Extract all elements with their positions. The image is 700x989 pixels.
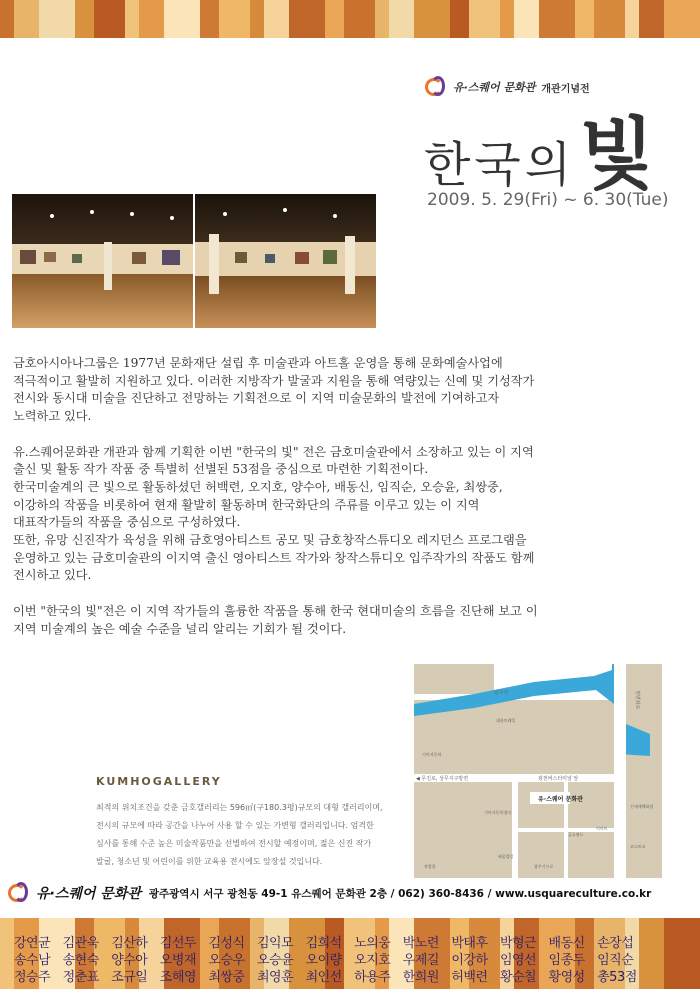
map-place-6: 배움발길 <box>498 854 514 859</box>
artist-name: 최영훈 <box>256 970 294 985</box>
artist-name: 임종두 <box>548 953 585 968</box>
page-title <box>424 92 654 204</box>
artist-name: 김희석 <box>305 936 342 951</box>
stripe <box>389 0 414 38</box>
artist-name: 한희원 <box>402 970 439 985</box>
artist-name: 오승윤 <box>256 953 294 968</box>
artist-name: 송현숙 <box>62 953 99 968</box>
artist-name: 정승주 <box>14 970 51 985</box>
gallery-photo-2 <box>195 194 376 328</box>
artist-name: 박노련 <box>402 936 439 951</box>
artist-name: 박형근 <box>499 936 537 951</box>
artist-name: 김익모 <box>256 936 294 951</box>
artist-name: 임직순 <box>597 953 634 968</box>
top-color-stripes <box>0 0 700 38</box>
stripe <box>14 0 39 38</box>
stripe <box>639 0 664 38</box>
date-range: 2009. 5. 29(Fri) ~ 6. 30(Tue) <box>427 190 669 210</box>
title-small: 한국의 <box>424 137 576 193</box>
artist-name: 이강하 <box>451 953 488 968</box>
stripe <box>575 0 594 38</box>
title-big: 빛 <box>579 109 655 200</box>
artist-name: 오승우 <box>208 953 245 968</box>
stripe <box>500 0 514 38</box>
artist-name: 조규일 <box>111 970 148 985</box>
artist-name: 임영선 <box>499 953 537 968</box>
gallery-description: 최적의 위치조건을 갖춘 금호갤러리는 596㎡(구180.3평)규모의 대형 갤러리이며, 전시의 규모에 따라 공간을 나누어 사용 할 수 있는 가변형 갤러리입니다. 엄격한 심사를 통해 수준 높은 미술작품만을 선별하여 전시할 예정이며, 젊은 신진 작가 발굴, 청소년 및 어린이를 위한 교육용 전시에도 앞장설 것입니다. <box>96 803 383 866</box>
stripe <box>625 0 639 38</box>
artist-name: 허백련 <box>451 970 488 985</box>
stripe <box>75 0 94 38</box>
body-text <box>13 355 689 656</box>
stripe <box>200 0 219 38</box>
body-paragraph-3: 이번 "한국의 빛"전은 이 지역 작가들의 훌륭한 작품을 통해 한국 현대미술의 흐름을 진단해 보고 이 지역 미술계의 높은 예술 수준을 널리 알리는 기회가 될 것이다. <box>13 603 538 636</box>
artist-name: 황영성 <box>548 970 585 985</box>
stripe <box>264 0 289 38</box>
artist-name: 김성식 <box>208 936 245 951</box>
stripe <box>219 0 250 38</box>
artist-name: 조해영 <box>159 970 196 985</box>
stripe <box>0 0 14 38</box>
artist-name: 오이량 <box>305 953 342 968</box>
map-place-7: 광주기프로 <box>534 864 554 869</box>
artist-name: 오지호 <box>354 953 391 968</box>
map-place-4: 금호월드 <box>568 832 584 837</box>
stripe <box>414 0 450 38</box>
stripe <box>164 0 200 38</box>
stripe <box>94 0 125 38</box>
artist-name: 강연균 <box>14 936 51 951</box>
footer-address: 광주광역시 서구 광천동 49-1 유스퀘어 문화관 2층 / 062) 360-8436 / www.usquareculture.co.kr <box>148 887 652 900</box>
body-paragraph-1: 금호아시아나그룹은 1977년 문화재단 설립 후 미술관과 아트홀 운영을 통해 문화예술사업에 적극적이고 활발히 지원하고 있다. 이러한 지방작가 발굴과 지원을 통해 역량있는 신예 및 기성작가 전시와 동시대 미술을 진단하고 전망하는 기획전으로 이 지역 미술문화의 발전에 기여하고자 노력하고 있다. <box>13 356 535 424</box>
artist-name: 최쌍중 <box>208 970 245 985</box>
stripe <box>539 0 575 38</box>
gallery-photo-1 <box>12 194 193 328</box>
artist-name: 박태후 <box>451 936 488 951</box>
artist-name: 손장섭 <box>597 936 634 951</box>
stripe <box>39 0 75 38</box>
map-left-label: ◀ 무진로, 상무지구방면 <box>416 776 469 782</box>
map-terminal-label: 광천버스터미널 앞 <box>538 776 579 782</box>
stripe <box>250 0 264 38</box>
artist-name: 노의웅 <box>354 936 391 951</box>
stripe <box>139 0 164 38</box>
artist-name: 김관욱 <box>62 936 99 951</box>
artist-name: 우제길 <box>402 953 439 968</box>
artist-name: 총53점 <box>597 970 637 985</box>
stripe <box>469 0 500 38</box>
map-place-5: 이마트 <box>596 826 608 831</box>
stripe <box>289 0 325 38</box>
artist-band <box>0 918 700 989</box>
artist-name: 정춘표 <box>62 970 99 985</box>
map-usquare-label: 유·스퀘어 문화관 <box>538 796 583 803</box>
stripe <box>325 0 344 38</box>
stripe <box>594 0 625 38</box>
map-road-label: 천변좌로 <box>634 690 640 710</box>
footer-brand: 유·스퀘어 문화관 <box>36 886 141 902</box>
map-place-10: 코스트코 <box>630 844 646 849</box>
body-paragraph-2: 유.스퀘어문화관 개관과 함께 기획한 이번 "한국의 빛" 전은 금호미술관에서 소장하고 있는 이 지역 출신 및 활동 작가 작품 중 특별히 선별된 53점을 중심으로 마련한 기획전이다. 한국미술계의 큰 빛으로 활동하셨던 허백련, 오지호, 양수아, 배동신, 임직순, 오승윤, 최쌍중, 이강하의 작품을 비롯하여 현재 활발히 활동하며 한국화단의 주류를 이루고 있는 이 지역 대표작가들의 작품을 중심으로 구성하였다. 또한, 유망 신진작가 육성을 위해 금호영아티스트 공모 및 금호창작스튜디오 레지던스 프로그램을 운영하고 있는 금호미술관의 이지역 출신 영아티스트 작가와 창작스튜디오 입주작가의 작품도 함께 전시하고 있다. <box>13 444 535 583</box>
map-place-1: 대한트레일 <box>496 718 516 723</box>
location-map <box>414 664 662 878</box>
footer-logo-icon <box>8 882 30 904</box>
map-place-9: 홍발할 <box>424 864 436 869</box>
artist-name: 양수아 <box>111 953 148 968</box>
footer-line <box>8 882 698 904</box>
artist-row-3 <box>14 966 694 985</box>
artist-name: 김선두 <box>159 936 196 951</box>
artist-name: 황순칠 <box>499 970 537 985</box>
map-river-label: 광주천 <box>494 690 509 696</box>
stripe <box>514 0 539 38</box>
stripe <box>664 0 700 38</box>
artist-name: 송수남 <box>14 953 51 968</box>
stripe <box>344 0 375 38</box>
map-place-2: 기아자동차 <box>422 752 442 757</box>
stripe <box>375 0 389 38</box>
artist-name: 하용주 <box>354 970 391 985</box>
stripe <box>450 0 469 38</box>
header-brand: 유·스퀘어 문화관 <box>453 81 536 94</box>
artist-name: 오병재 <box>159 953 196 968</box>
artist-name: 김산하 <box>111 936 148 951</box>
map-place-3: 기아자동차정비 <box>484 810 512 815</box>
header-subtitle: 개관기념전 <box>541 83 590 95</box>
gallery-title: KUMHOGALLERY <box>96 775 222 788</box>
stripe <box>125 0 139 38</box>
artist-name: 최인선 <box>305 970 342 985</box>
artist-name: 배동신 <box>548 936 585 951</box>
map-place-8: 신세계백화점 <box>630 804 654 809</box>
artist-list <box>0 918 700 989</box>
